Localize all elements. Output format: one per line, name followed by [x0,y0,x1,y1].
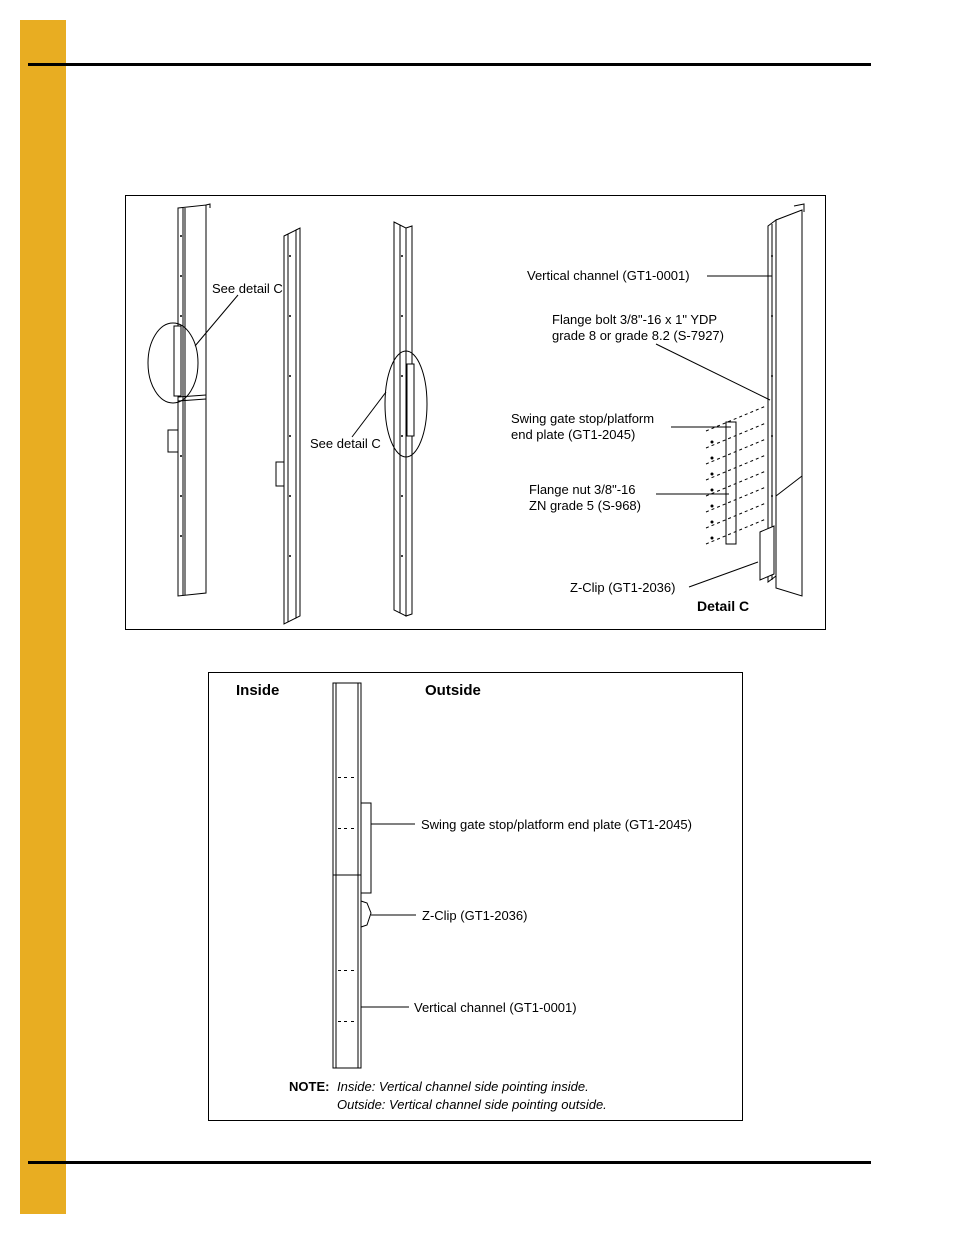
callout-z-clip-2: Z-Clip (GT1-2036) [422,908,528,923]
page-side-tab [20,20,66,1214]
callout-swing-gate: Swing gate stop/platform end plate (GT1-2045) [421,817,692,832]
inside-label: Inside [236,682,280,699]
footer-rule [28,1161,871,1164]
channel-panel-1 [148,204,238,596]
outside-label: Outside [425,682,481,699]
channel-panel-3 [352,222,427,616]
callout-swing-gate-1: Swing gate stop/platform [511,411,655,426]
end-plate-outline [361,803,371,893]
orientation-figure [208,672,743,1121]
callout-vertical-channel: Vertical channel (GT1-0001) [527,268,690,283]
callout-flange-bolt-1: Flange bolt 3/8"-16 x 1" YDP [552,312,718,327]
leader-z-clip [689,562,758,587]
note-line-1: Inside: Vertical channel side pointing inside. [337,1079,589,1094]
callout-flange-nut-2: ZN grade 5 (S-968) [529,498,641,513]
leader-flange-bolt [656,344,770,400]
callout-z-clip: Z-Clip (GT1-2036) [570,580,676,595]
see-detail-label-left: See detail C [212,281,283,296]
assembly-figure [125,195,826,630]
assembly-drawing [126,196,825,629]
see-detail-label-mid: See detail C [310,436,381,451]
detail-c-drawing [706,204,804,596]
detail-title: Detail C [697,598,750,614]
callout-vertical-channel-2: Vertical channel (GT1-0001) [414,1000,577,1015]
note-label: NOTE: [289,1079,330,1094]
note-line-2: Outside: Vertical channel side pointing outside. [337,1097,607,1112]
orientation-drawing [209,673,742,1120]
callout-swing-gate-2: end plate (GT1-2045) [511,427,636,442]
callout-flange-bolt-2: grade 8 or grade 8.2 (S-7927) [552,328,724,343]
callout-flange-nut-1: Flange nut 3/8"-16 [529,482,636,497]
z-clip-outline [361,901,371,927]
header-rule [28,63,871,66]
